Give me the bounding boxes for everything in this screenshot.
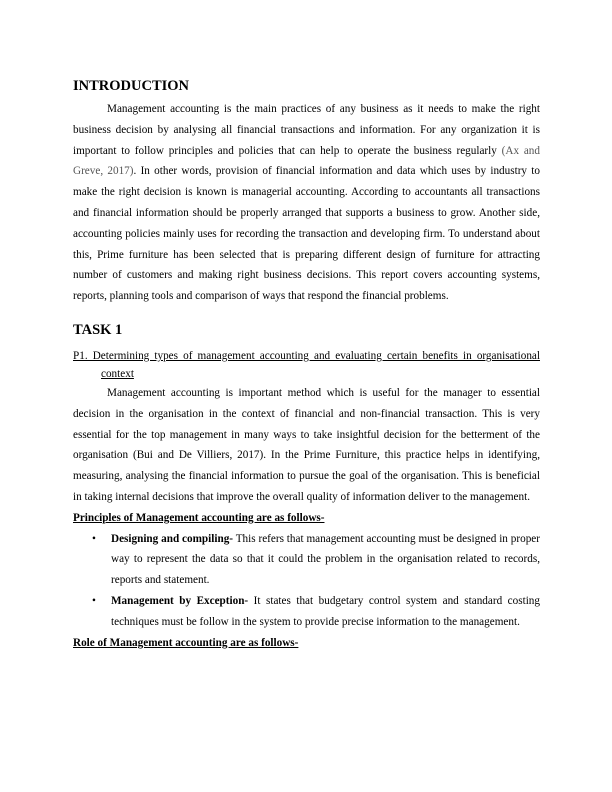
bullet-icon: • — [92, 594, 96, 607]
p1-title: P1. Determining types of management accounting and evaluating certain benefits in organisational context — [73, 349, 540, 380]
bullet-icon: • — [92, 532, 96, 545]
principle-item — [92, 591, 540, 633]
principles-label: Principles of Management accounting are as follows- — [73, 511, 325, 524]
introduction-heading: INTRODUCTION — [73, 78, 190, 94]
principle-text: It states that budgetary control system and standard costing techniques must be follow in the system to provide precise information to the management. — [111, 594, 540, 628]
principle-text: This refers that management accounting must be designed in proper way to represent the data so that it could the problem in the organisation related to records, reports and statement. — [111, 532, 540, 587]
task1-paragraph: Management accounting is important method which is useful for the manager to essential decision in the organisation in the context of financial and non-financial transaction. This is very essential for the top management in many ways to take insightful decision for the betterment of the organisation (Bui and De Villiers, 2017). In the Prime Furniture, this practice helps in identifying, measuring, analysing the financial information to pursue the goal of the organisation. This is beneficial in taking internal decisions that improve the overall quality of information deliver to the management. — [73, 386, 540, 503]
intro-text-part-1: Management accounting is the main practices of any business as it needs to make the right business decision by analysing all financial transactions and information. For any organization it is important to follow principles and policies that can help to operate the business regularly — [73, 103, 540, 157]
role-label: Role of Management accounting are as follows- — [73, 636, 299, 649]
document-content — [73, 77, 540, 653]
principle-term: Management by Exception- — [111, 594, 249, 607]
task1-heading: TASK 1 — [73, 321, 123, 338]
intro-text-part-2: . In other words, provision of financial information and data which uses by industry to make the right decision is known is managerial accounting. According to accountants all transactions and financial information should be properly arranged that supports a business to grow. Another side, accounting policies mainly uses for recording the transaction and developing firm. To understand about this, Prime furniture has been selected that is preparing different design of furniture for attracting number of customers and making right business decisions. This report covers accounting systems, reports, planning tools and comparison of ways that respond the financial problems. — [73, 165, 540, 303]
intro-citation: (Ax and Greve, 2017) — [73, 144, 540, 178]
introduction-paragraph — [73, 99, 540, 307]
principle-item — [92, 529, 540, 591]
principles-list — [73, 529, 540, 633]
principle-term: Designing and compiling- — [111, 532, 234, 545]
